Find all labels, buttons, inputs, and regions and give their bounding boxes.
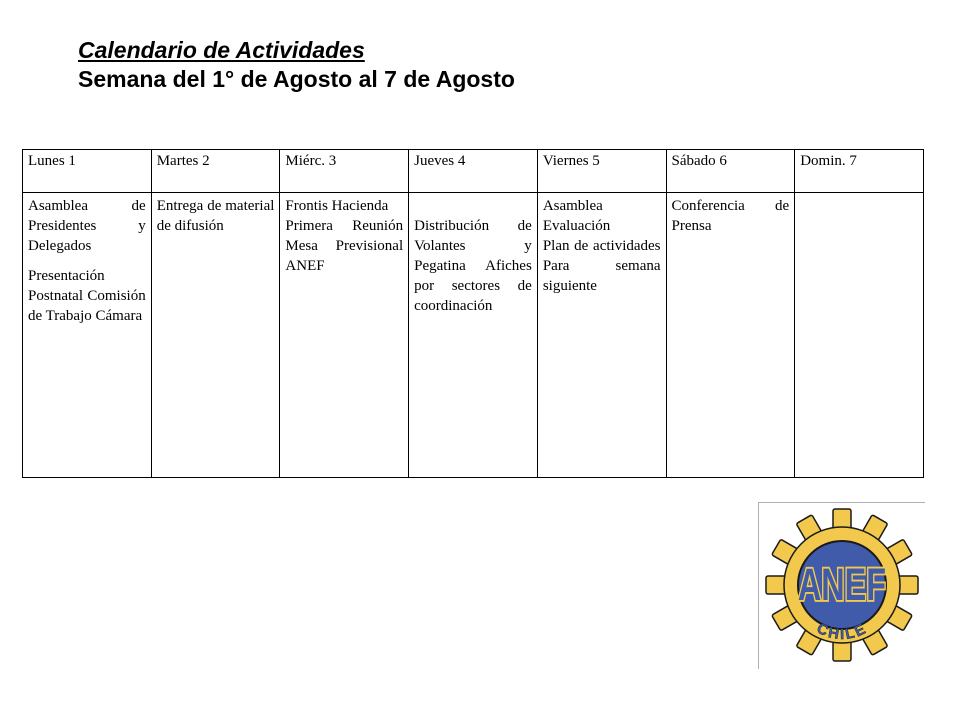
activity-item: Frontis Hacienda [285,198,389,214]
day-cell-tue [151,193,280,478]
activity-item: Primera Reunión Mesa Previsional ANEF [285,218,404,274]
page-subtitle: Semana del 1° de Agosto al 7 de Agosto [78,66,515,92]
logo-main-text: ANEF [797,560,887,611]
day-header-row [23,150,924,193]
activity-item: Asamblea Evaluación [542,198,611,234]
day-cell-thu [409,193,538,478]
day-header-wed: Miérc. 3 [280,150,409,193]
activity-row [23,193,924,478]
activity-item: Entrega de material de difusión [156,198,275,234]
activity-calendar-table [22,149,924,478]
day-cell-sat [666,193,795,478]
day-header-sun: Domin. 7 [795,150,924,193]
anef-gear-logo-icon [759,503,925,669]
day-header-fri: Viernes 5 [537,150,666,193]
activity-item: Asamblea de Presidentes y Delegados [28,198,146,254]
activity-item: Presentación Postnatal Comisión de Trabajo Cámara [28,268,146,324]
activity-item: Distribución de Volantes y Pegatina Afiches por sectores de coordinación [414,218,532,314]
anef-logo [758,502,925,669]
day-cell-mon [23,193,152,478]
day-cell-wed [280,193,409,478]
day-header-tue: Martes 2 [151,150,280,193]
activity-item: Plan de actividades Para semana siguiente [542,238,661,294]
title-block [78,36,515,94]
page-title: Calendario de Actividades [78,37,365,63]
day-cell-sun [795,193,924,478]
day-cell-fri [537,193,666,478]
activity-item: Conferencia de Prensa [671,198,790,234]
day-header-thu: Jueves 4 [409,150,538,193]
day-header-sat: Sábado 6 [666,150,795,193]
day-header-mon: Lunes 1 [23,150,152,193]
logo-sub-text: CHILE [814,619,870,644]
